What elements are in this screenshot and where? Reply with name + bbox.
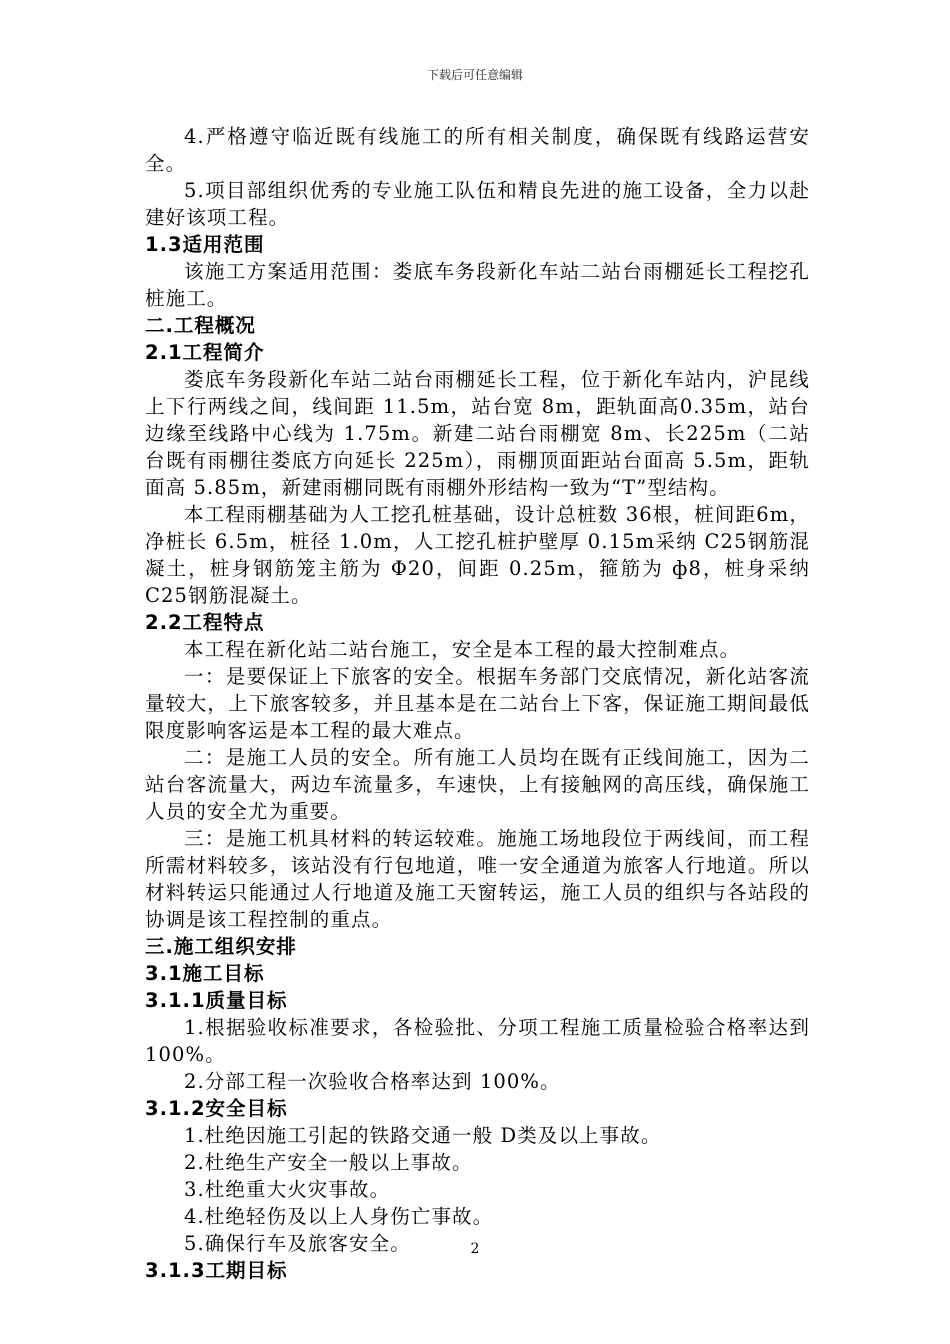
- section-heading: 二.工程概况: [145, 314, 256, 337]
- page-number: 2: [470, 1241, 480, 1257]
- section-heading: 3.1.2安全目标: [145, 1097, 288, 1120]
- paragraph: 娄底车务段新化车站二站台雨棚延长工程，位于新化车站内，沪昆线上下行两线之间，线间距 11.5m，站台宽 8m，距轨面高0.35m，站台边缘至线路中心线为 1.75m。新建二站台雨棚宽 8m、长225m（二站台既有雨棚往娄底方向延长 225m），雨棚顶面距站台面高 5.5m，距轨面高 5.85m，新建雨棚同既有雨棚外形结构一致为“T”型结构。: [145, 368, 810, 499]
- section-heading: 2.1工程简介: [145, 341, 265, 364]
- paragraph: 本工程在新化站二站台施工，安全是本工程的最大控制难点。: [184, 638, 741, 661]
- document-body: [145, 123, 810, 1284]
- paragraph: 2.分部工程一次验收合格率达到 100%。: [184, 1070, 561, 1093]
- paragraph: 二：是施工人员的安全。所有施工人员均在既有正线间施工，因为二站台客流量大，两边车流量多，车速快，上有接触网的高压线，确保施工人员的安全尤为重要。: [145, 746, 810, 823]
- section-heading: 2.2工程特点: [145, 611, 265, 634]
- paragraph: 一：是要保证上下旅客的安全。根据车务部门交底情况，新化站客流量较大，上下旅客较多，并且基本是在二站台上下客，保证施工期间最低限度影响客运是本工程的最大难点。: [145, 665, 810, 742]
- paragraph: 5.确保行车及旅客安全。: [184, 1232, 411, 1255]
- paragraph: 2.杜绝生产安全一般以上事故。: [184, 1151, 473, 1174]
- paragraph: 三：是施工机具材料的转运较难。施施工场地段位于两线间，而工程所需材料较多，该站没有行包地道，唯一安全通道为旅客人行地道。所以材料转运只能通过人行地道及施工天窗转运，施工人员的组织与各站段的协调是该工程控制的重点。: [145, 827, 810, 931]
- section-heading: 3.1施工目标: [145, 962, 265, 985]
- paragraph: 1.根据验收标准要求，各检验批、分项工程施工质量检验合格率达到 100%。: [145, 1016, 810, 1066]
- page-header: 下载后可任意编辑: [426, 68, 523, 82]
- paragraph: 该施工方案适用范围：娄底车务段新化车站二站台雨棚延长工程挖孔桩施工。: [145, 260, 810, 310]
- paragraph: 1.杜绝因施工引起的铁路交通一般 D类及以上事故。: [184, 1124, 662, 1147]
- section-heading: 3.1.3工期目标: [145, 1259, 288, 1282]
- section-heading: 三.施工组织安排: [145, 935, 297, 958]
- paragraph: 3.杜绝重大火灾事故。: [184, 1178, 391, 1201]
- paragraph: 5.项目部组织优秀的专业施工队伍和精良先进的施工设备，全力以赴建好该项工程。: [145, 179, 810, 229]
- paragraph: 4.杜绝轻伤及以上人身伤亡事故。: [184, 1205, 494, 1228]
- paragraph: 本工程雨棚基础为人工挖孔桩基础，设计总桩数 36根，桩间距6m，净桩长 6.5m，桩径 1.0m，人工挖孔桩护壁厚 0.15m采纳 C25钢筋混凝土，桩身钢筋笼主筋为 Φ20，间距 0.25m，箍筋为 ф8，桩身采纳C25钢筋混凝土。: [145, 503, 810, 607]
- paragraph: 4.严格遵守临近既有线施工的所有相关制度，确保既有线路运营安全。: [145, 125, 810, 175]
- section-heading: 3.1.1质量目标: [145, 989, 288, 1012]
- section-heading: 1.3适用范围: [145, 233, 265, 256]
